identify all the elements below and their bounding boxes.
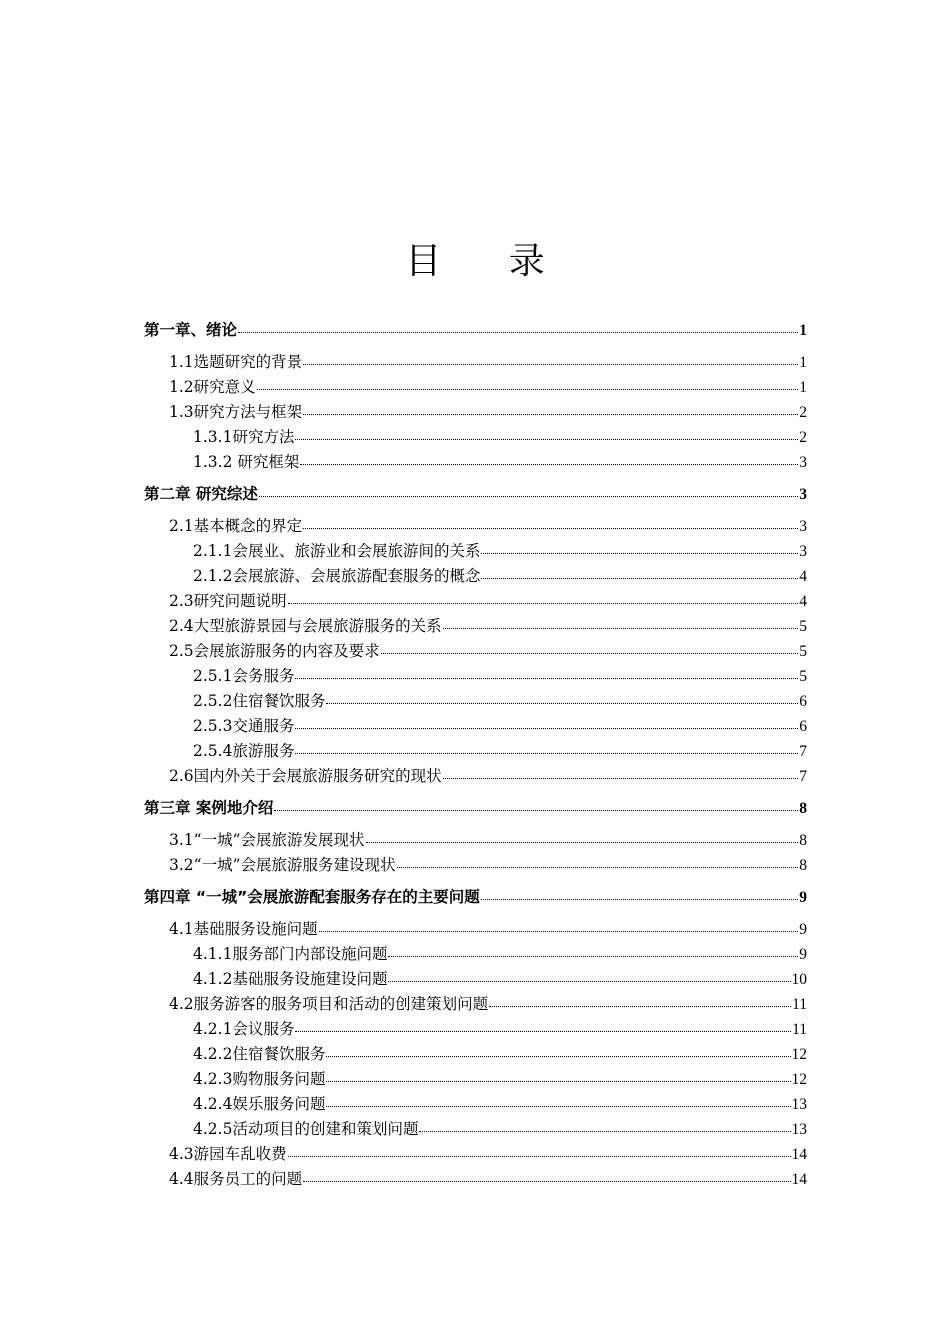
- toc-page-number: 9: [799, 889, 807, 906]
- toc-title: 目 录: [405, 241, 573, 282]
- toc-entry-label: 1.3研究方法与框架: [169, 403, 303, 421]
- toc-entry-level-2[interactable]: [144, 917, 807, 942]
- toc-entry-level-2[interactable]: [144, 828, 807, 853]
- toc-page-number: 7: [799, 768, 807, 785]
- toc-entry-label: 4.4服务员工的问题: [169, 1170, 303, 1188]
- toc-entry-label: 2.5.4旅游服务: [193, 742, 295, 760]
- toc-entry-level-3[interactable]: [144, 1092, 807, 1117]
- toc-page-number: 4: [799, 568, 807, 585]
- toc-page-number: 9: [799, 921, 807, 938]
- toc-entry-level-2[interactable]: [144, 639, 807, 664]
- toc-entry-level-3[interactable]: [144, 1117, 807, 1142]
- toc-entry-level-2[interactable]: [144, 1167, 807, 1192]
- toc-entry-level-3[interactable]: [144, 739, 807, 764]
- dot-leader: [238, 331, 798, 333]
- toc-page-number: 14: [791, 1171, 807, 1188]
- dot-leader: [481, 552, 798, 554]
- toc-entry-label: 4.2.3购物服务问题: [193, 1070, 326, 1088]
- toc-entry-level-2[interactable]: [144, 853, 807, 878]
- toc-page-number: 12: [791, 1071, 807, 1088]
- toc-entry-label: 3.1“一城”会展旅游发展现状: [169, 831, 365, 849]
- toc-page-number: 6: [799, 718, 807, 735]
- dot-leader: [288, 1155, 791, 1157]
- toc-page-number: 14: [791, 1146, 807, 1163]
- dot-leader: [326, 1105, 790, 1107]
- toc-entry-level-3[interactable]: [144, 689, 807, 714]
- dot-leader: [300, 463, 798, 465]
- toc-page-number: 1: [799, 354, 807, 371]
- dot-leader: [295, 727, 798, 729]
- dot-leader: [319, 930, 799, 932]
- toc-page-number: 13: [791, 1096, 807, 1113]
- toc-entry-label: 2.6国内外关于会展旅游服务研究的现状: [169, 767, 442, 785]
- dot-leader: [489, 1005, 791, 1007]
- dot-leader: [388, 955, 798, 957]
- toc-page-number: 3: [799, 454, 807, 471]
- toc-entry-level-2[interactable]: [144, 764, 807, 789]
- toc-entry-label: 2.1.1会展业、旅游业和会展旅游间的关系: [193, 542, 481, 560]
- toc-entry-label: 4.1基础服务设施问题: [169, 920, 318, 938]
- dot-leader: [288, 602, 799, 604]
- toc-page-number: 13: [791, 1121, 807, 1138]
- dot-leader: [443, 777, 799, 779]
- table-of-contents: [144, 318, 807, 1192]
- dot-leader: [326, 702, 798, 704]
- toc-page-number: 1: [799, 322, 807, 339]
- toc-page-number: 11: [792, 996, 807, 1013]
- toc-entry-label: 第一章、绪论: [144, 321, 238, 339]
- toc-entry-label: 2.3研究问题说明: [169, 592, 287, 610]
- toc-page-number: 3: [799, 543, 807, 560]
- toc-page-number: 1: [799, 379, 807, 396]
- toc-entry-label: 1.2研究意义: [169, 378, 256, 396]
- toc-page-number: 5: [799, 668, 807, 685]
- toc-entry-level-1[interactable]: [144, 318, 807, 343]
- toc-page-number: 3: [799, 518, 807, 535]
- toc-entry-level-3[interactable]: [144, 1017, 807, 1042]
- toc-page-number: 5: [799, 618, 807, 635]
- dot-leader: [274, 809, 798, 811]
- dot-leader: [366, 841, 799, 843]
- toc-entry-level-2[interactable]: [144, 514, 807, 539]
- toc-entry-level-2[interactable]: [144, 1142, 807, 1167]
- toc-entry-label: 1.3.2 研究框架: [193, 453, 300, 471]
- toc-page-number: 2: [799, 404, 807, 421]
- toc-entry-level-2[interactable]: [144, 589, 807, 614]
- toc-entry-label: 2.4大型旅游景园与会展旅游服务的关系: [169, 617, 442, 635]
- toc-entry-level-2[interactable]: [144, 400, 807, 425]
- dot-leader: [481, 898, 798, 900]
- toc-page-number: 5: [799, 643, 807, 660]
- dot-leader: [295, 677, 798, 679]
- toc-entry-level-3[interactable]: [144, 664, 807, 689]
- toc-entry-level-3[interactable]: [144, 450, 807, 475]
- toc-entry-level-3[interactable]: [144, 564, 807, 589]
- dot-leader: [381, 652, 799, 654]
- toc-page-number: 4: [799, 593, 807, 610]
- dot-leader: [326, 1080, 790, 1082]
- toc-entry-label: 2.5.1会务服务: [193, 667, 295, 685]
- toc-entry-level-2[interactable]: [144, 375, 807, 400]
- toc-entry-level-3[interactable]: [144, 714, 807, 739]
- dot-leader: [481, 577, 798, 579]
- toc-entry-level-1[interactable]: [144, 796, 807, 821]
- toc-entry-label: 第四章 “一城”会展旅游配套服务存在的主要问题: [144, 888, 480, 906]
- toc-entry-level-3[interactable]: [144, 1042, 807, 1067]
- dot-leader: [295, 1030, 791, 1032]
- toc-entry-label: 4.1.1服务部门内部设施问题: [193, 945, 388, 963]
- toc-entry-label: 4.1.2基础服务设施建设问题: [193, 970, 388, 988]
- toc-entry-label: 4.2.4娱乐服务问题: [193, 1095, 326, 1113]
- toc-entry-level-1[interactable]: [144, 885, 807, 910]
- dot-leader: [303, 413, 798, 415]
- toc-page-number: 12: [791, 1046, 807, 1063]
- toc-entry-label: 4.2.1会议服务: [193, 1020, 295, 1038]
- toc-page-number: 9: [799, 946, 807, 963]
- dot-leader: [257, 388, 799, 390]
- dot-leader: [419, 1130, 790, 1132]
- toc-page-number: 2: [799, 429, 807, 446]
- toc-entry-level-3[interactable]: [144, 539, 807, 564]
- toc-entry-level-3[interactable]: [144, 967, 807, 992]
- toc-page-number: 8: [799, 800, 807, 817]
- toc-entry-label: 2.5.3交通服务: [193, 717, 295, 735]
- toc-entry-level-3[interactable]: [144, 942, 807, 967]
- toc-entry-level-1[interactable]: [144, 482, 807, 507]
- toc-entry-level-3[interactable]: [144, 425, 807, 450]
- toc-entry-label: 3.2“一城”会展旅游服务建设现状: [169, 856, 396, 874]
- dot-leader: [303, 1180, 790, 1182]
- toc-entry-level-2[interactable]: [144, 992, 807, 1017]
- toc-page-number: 8: [799, 832, 807, 849]
- toc-entry-label: 2.5会展旅游服务的内容及要求: [169, 642, 380, 660]
- toc-page-number: 11: [792, 1021, 807, 1038]
- dot-leader: [326, 1055, 790, 1057]
- toc-entry-level-2[interactable]: [144, 350, 807, 375]
- toc-entry-label: 第二章 研究综述: [144, 485, 258, 503]
- toc-entry-level-3[interactable]: [144, 1067, 807, 1092]
- dot-leader: [295, 438, 798, 440]
- dot-leader: [388, 980, 790, 982]
- toc-page-number: 3: [799, 486, 807, 503]
- toc-entry-label: 2.5.2住宿餐饮服务: [193, 692, 326, 710]
- toc-entry-label: 4.3游园车乱收费: [169, 1145, 287, 1163]
- toc-entry-level-2[interactable]: [144, 614, 807, 639]
- toc-page-number: 8: [799, 857, 807, 874]
- toc-entry-label: 4.2.2住宿餐饮服务: [193, 1045, 326, 1063]
- dot-leader: [443, 627, 799, 629]
- toc-entry-label: 4.2服务游客的服务项目和活动的创建策划问题: [169, 995, 489, 1013]
- toc-entry-label: 1.1选题研究的背景: [169, 353, 303, 371]
- toc-entry-label: 第三章 案例地介绍: [144, 799, 274, 817]
- toc-entry-label: 2.1.2会展旅游、会展旅游配套服务的概念: [193, 567, 481, 585]
- dot-leader: [295, 752, 798, 754]
- dot-leader: [259, 495, 798, 497]
- dot-leader: [303, 527, 798, 529]
- toc-page-number: 7: [799, 743, 807, 760]
- toc-entry-label: 1.3.1研究方法: [193, 428, 295, 446]
- toc-page-number: 6: [799, 693, 807, 710]
- dot-leader: [303, 363, 798, 365]
- toc-page-number: 10: [791, 971, 807, 988]
- toc-entry-label: 2.1基本概念的界定: [169, 517, 303, 535]
- dot-leader: [397, 866, 799, 868]
- toc-entry-label: 4.2.5活动项目的创建和策划问题: [193, 1120, 419, 1138]
